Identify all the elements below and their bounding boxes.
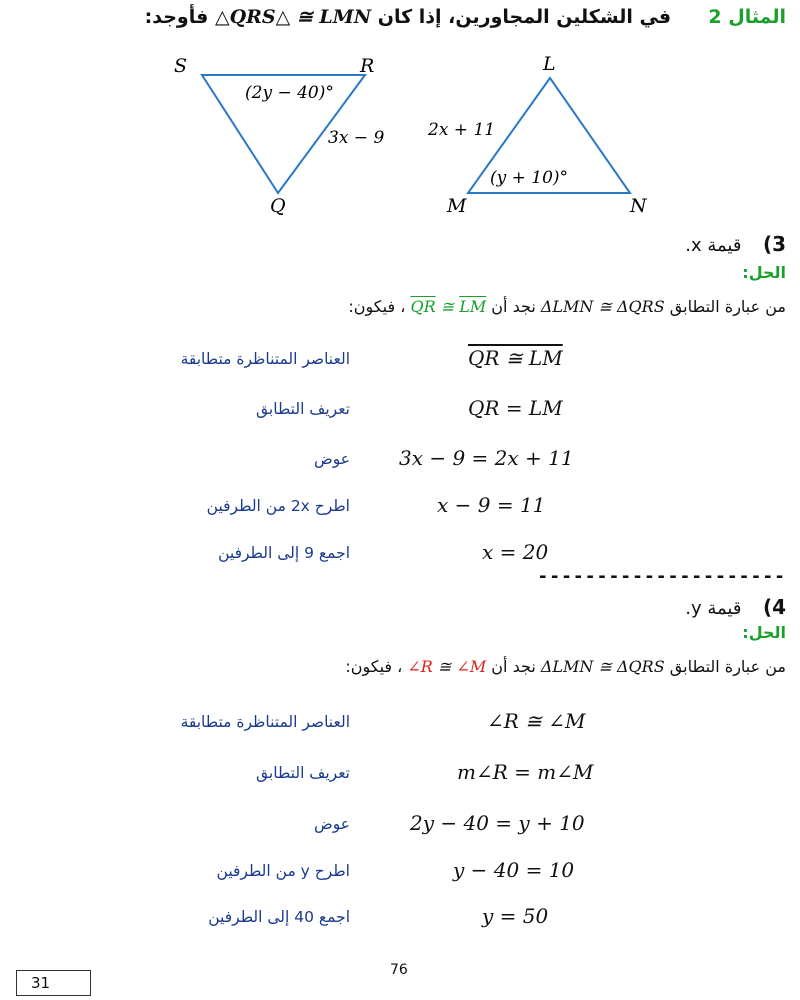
- step-reason: اجمع 40 إلى الطرفين: [208, 908, 350, 926]
- step-equation: QR = LM: [468, 396, 563, 420]
- triangles-figure: [150, 50, 670, 220]
- step-equation: x − 9 = 11: [437, 493, 546, 517]
- step-reason: العناصر المتناظرة متطابقة: [180, 713, 350, 731]
- step-equation: 3x − 9 = 2x + 11: [399, 446, 574, 470]
- step-reason: عوض: [314, 815, 350, 833]
- congruent-segments: [410, 297, 486, 316]
- step-equation: m∠R = m∠M: [457, 760, 594, 784]
- example-label: المثال 2: [708, 6, 786, 28]
- congruent-symbol: ≅: [432, 657, 457, 676]
- question-4-text: قيمة y.: [685, 598, 742, 619]
- step-equation: y − 40 = 10: [453, 858, 575, 882]
- angle-m: ∠M: [456, 657, 487, 676]
- step-equation: ∠R ≅ ∠M: [487, 709, 586, 733]
- question-4: [685, 595, 786, 619]
- header-congruence: QRS△ ≅ LMN△: [214, 6, 372, 28]
- step-reason: العناصر المتناظرة متطابقة: [180, 350, 350, 368]
- side-qr-label: 3x − 9: [328, 128, 385, 148]
- solution-label: الحل:: [742, 263, 786, 282]
- step-reason: اطرح 2x من الطرفين: [206, 497, 350, 515]
- q3-statement: [348, 297, 786, 316]
- step-equation: 2y − 40 = y + 10: [410, 811, 585, 835]
- header-intro: في الشكلين المجاورين، إذا كان: [371, 6, 672, 28]
- statement-text: من عبارة التطابق: [664, 297, 786, 316]
- angle-m-label: (y + 10)°: [490, 168, 569, 188]
- angle-r: ∠R: [407, 657, 433, 676]
- statement-text: من عبارة التطابق: [664, 657, 786, 676]
- step-reason: تعريف التطابق: [255, 764, 350, 782]
- vertex-l-label: L: [543, 53, 556, 75]
- page-number-box: 31: [16, 970, 91, 996]
- segment-lm: $\overline{LM}$: [459, 297, 487, 316]
- separator-line: ---------------------: [537, 566, 786, 587]
- step-reason: تعريف التطابق: [255, 400, 350, 418]
- question-3-number: 3): [762, 232, 786, 256]
- angle-r-label: (2y − 40)°: [245, 83, 334, 103]
- statement-text: نجد أن: [486, 297, 541, 316]
- vertex-r-label: R: [360, 55, 375, 77]
- step-equation: QR ≅ LM: [468, 346, 563, 370]
- congruence-statement: ΔLMN ≅ ΔQRS: [540, 657, 665, 676]
- header-ask: فأوجد:: [144, 6, 215, 28]
- solution-label: الحل:: [742, 623, 786, 642]
- question-3: [685, 232, 786, 256]
- question-4-number: 4): [762, 595, 786, 619]
- statement-text: ، فيكون:: [348, 297, 411, 316]
- q4-statement: [345, 657, 786, 676]
- statement-text: نجد أن: [486, 657, 541, 676]
- side-lm-label: 2x + 11: [428, 120, 496, 140]
- step-equation: y = 50: [482, 904, 549, 928]
- congruent-angles: [407, 657, 486, 676]
- statement-text: ، فيكون:: [345, 657, 408, 676]
- vertex-s-label: S: [174, 55, 188, 77]
- vertex-m-label: M: [447, 195, 467, 217]
- page-number-center: 76: [390, 962, 408, 978]
- vertex-n-label: N: [630, 195, 647, 217]
- segment-qr: $\overline{QR}$: [410, 297, 436, 316]
- congruence-statement: ΔLMN ≅ ΔQRS: [540, 297, 665, 316]
- example-header: [145, 6, 786, 28]
- question-3-text: قيمة x.: [685, 235, 742, 256]
- congruent-symbol: ≅: [435, 297, 460, 316]
- step-reason: عوض: [314, 450, 350, 468]
- step-reason: اطرح y من الطرفين: [216, 862, 350, 880]
- step-equation: x = 20: [482, 540, 549, 564]
- vertex-q-label: Q: [270, 195, 286, 217]
- step-reason: اجمع 9 إلى الطرفين: [218, 544, 350, 562]
